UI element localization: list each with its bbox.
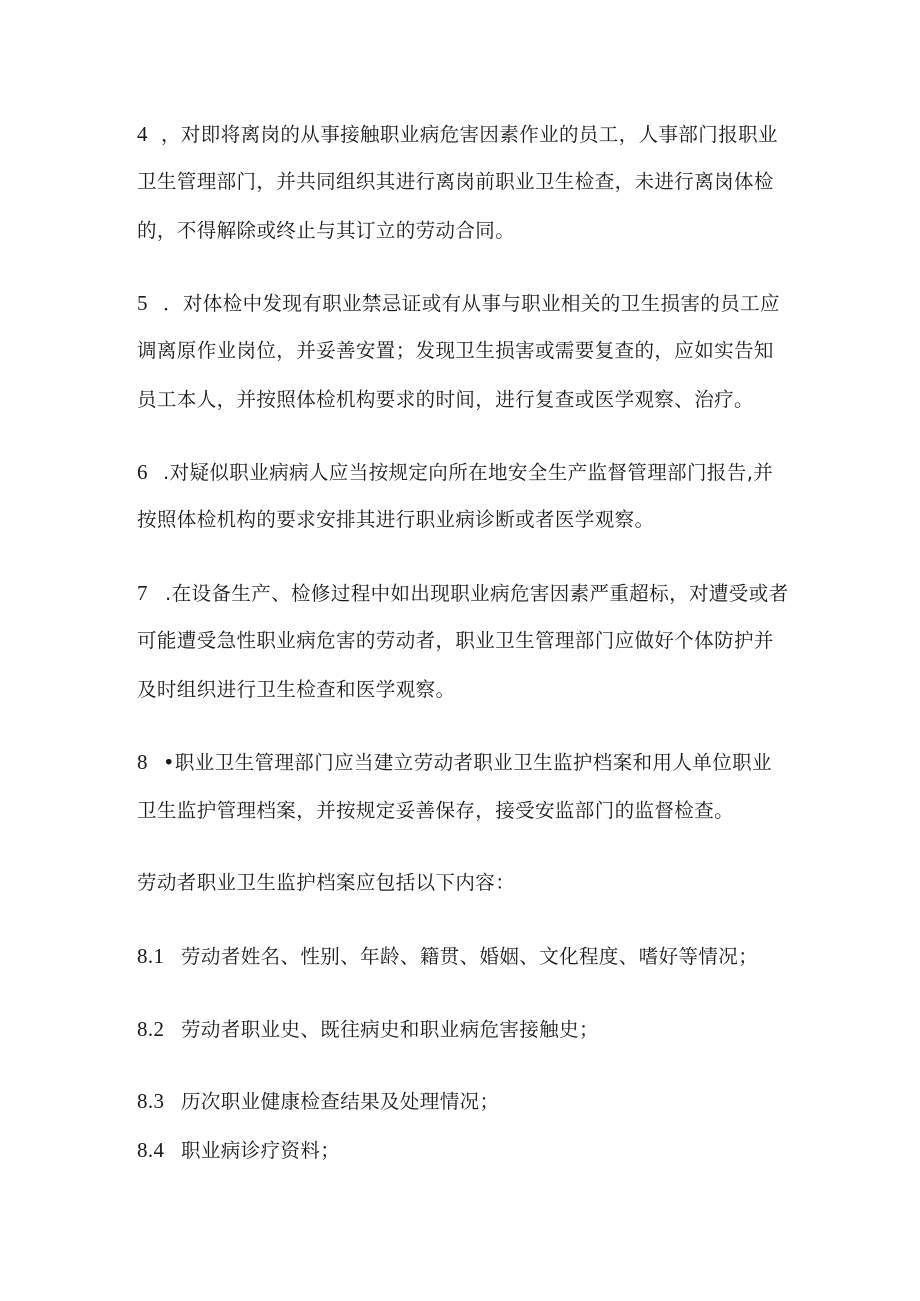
archive-contents-intro: 劳动者职业卫生监护档案应包括以下内容：: [137, 871, 516, 894]
paragraph-5-line-3: 员工本人，并按照体检机构要求的时间，进行复查或医学观察、治疗。: [137, 388, 754, 411]
paragraph-text: .对疑似职业病病人应当按规定向所在地安全生产监督管理部门报告,并: [163, 461, 774, 484]
paragraph-6-line-2: 按照体检机构的要求安排其进行职业病诊断或者医学观察。: [137, 508, 655, 531]
paragraph-5-line-1: [137, 289, 780, 318]
list-item-number: 8.1: [137, 944, 165, 968]
paragraph-7-line-2: 可能遭受急性职业病危害的劳动者，职业卫生管理部门应做好个体防护并: [137, 629, 774, 652]
paragraph-7-line-1: [137, 579, 789, 608]
paragraph-8-line-1: [137, 748, 772, 777]
list-item-number: 8.3: [137, 1089, 165, 1113]
paragraph-number: 5: [137, 291, 148, 315]
paragraph-6-line-1: [137, 458, 773, 487]
paragraph-4-line-1: [137, 120, 778, 149]
list-item-text: 职业病诊疗资料；: [181, 1139, 341, 1162]
paragraph-text: .在设备生产、检修过程中如出现职业病危害因素严重超标，对遭受或者: [165, 582, 789, 605]
paragraph-text: •职业卫生管理部门应当建立劳动者职业卫生监护档案和用人单位职业: [163, 751, 772, 774]
paragraph-number: 4: [137, 122, 148, 146]
paragraph-number: 7: [137, 581, 148, 605]
paragraph-5-line-2: 调离原作业岗位，并妥善安置；发现卫生损害或需要复查的，应如实告知: [137, 339, 774, 362]
paragraph-7-line-3: 及时组织进行卫生检查和医学观察。: [137, 678, 456, 701]
list-item-number: 8.4: [137, 1138, 165, 1162]
paragraph-text: ，对即将离岗的从事接触职业病危害因素作业的员工，人事部门报职业: [161, 123, 778, 146]
paragraph-8-line-2: 卫生监护管理档案，并按规定妥善保存，接受安监部门的监督检查。: [137, 799, 735, 822]
list-item: [137, 1136, 340, 1165]
list-item-text: 劳动者姓名、性别、年龄、籍贯、婚姻、文化程度、嗜好等情况；: [181, 945, 759, 968]
paragraph-4-line-3: 的，不得解除或终止与其订立的劳动合同。: [137, 219, 516, 242]
paragraph-number: 6: [137, 460, 148, 484]
list-item-text: 劳动者职业史、既往病史和职业病危害接触史；: [181, 1018, 599, 1041]
paragraph-number: 8: [137, 750, 148, 774]
list-item: [137, 1087, 499, 1116]
list-item-text: 历次职业健康检查结果及处理情况；: [181, 1090, 500, 1113]
paragraph-text: ．对体检中发现有职业禁忌证或有从事与职业相关的卫生损害的员工应: [163, 292, 780, 315]
paragraph-4-line-2: 卫生管理部门，并共同组织其进行离岗前职业卫生检查，未进行离岗体检: [137, 170, 774, 193]
list-item: [137, 1015, 599, 1044]
list-item: [137, 942, 758, 971]
list-item-number: 8.2: [137, 1017, 165, 1041]
